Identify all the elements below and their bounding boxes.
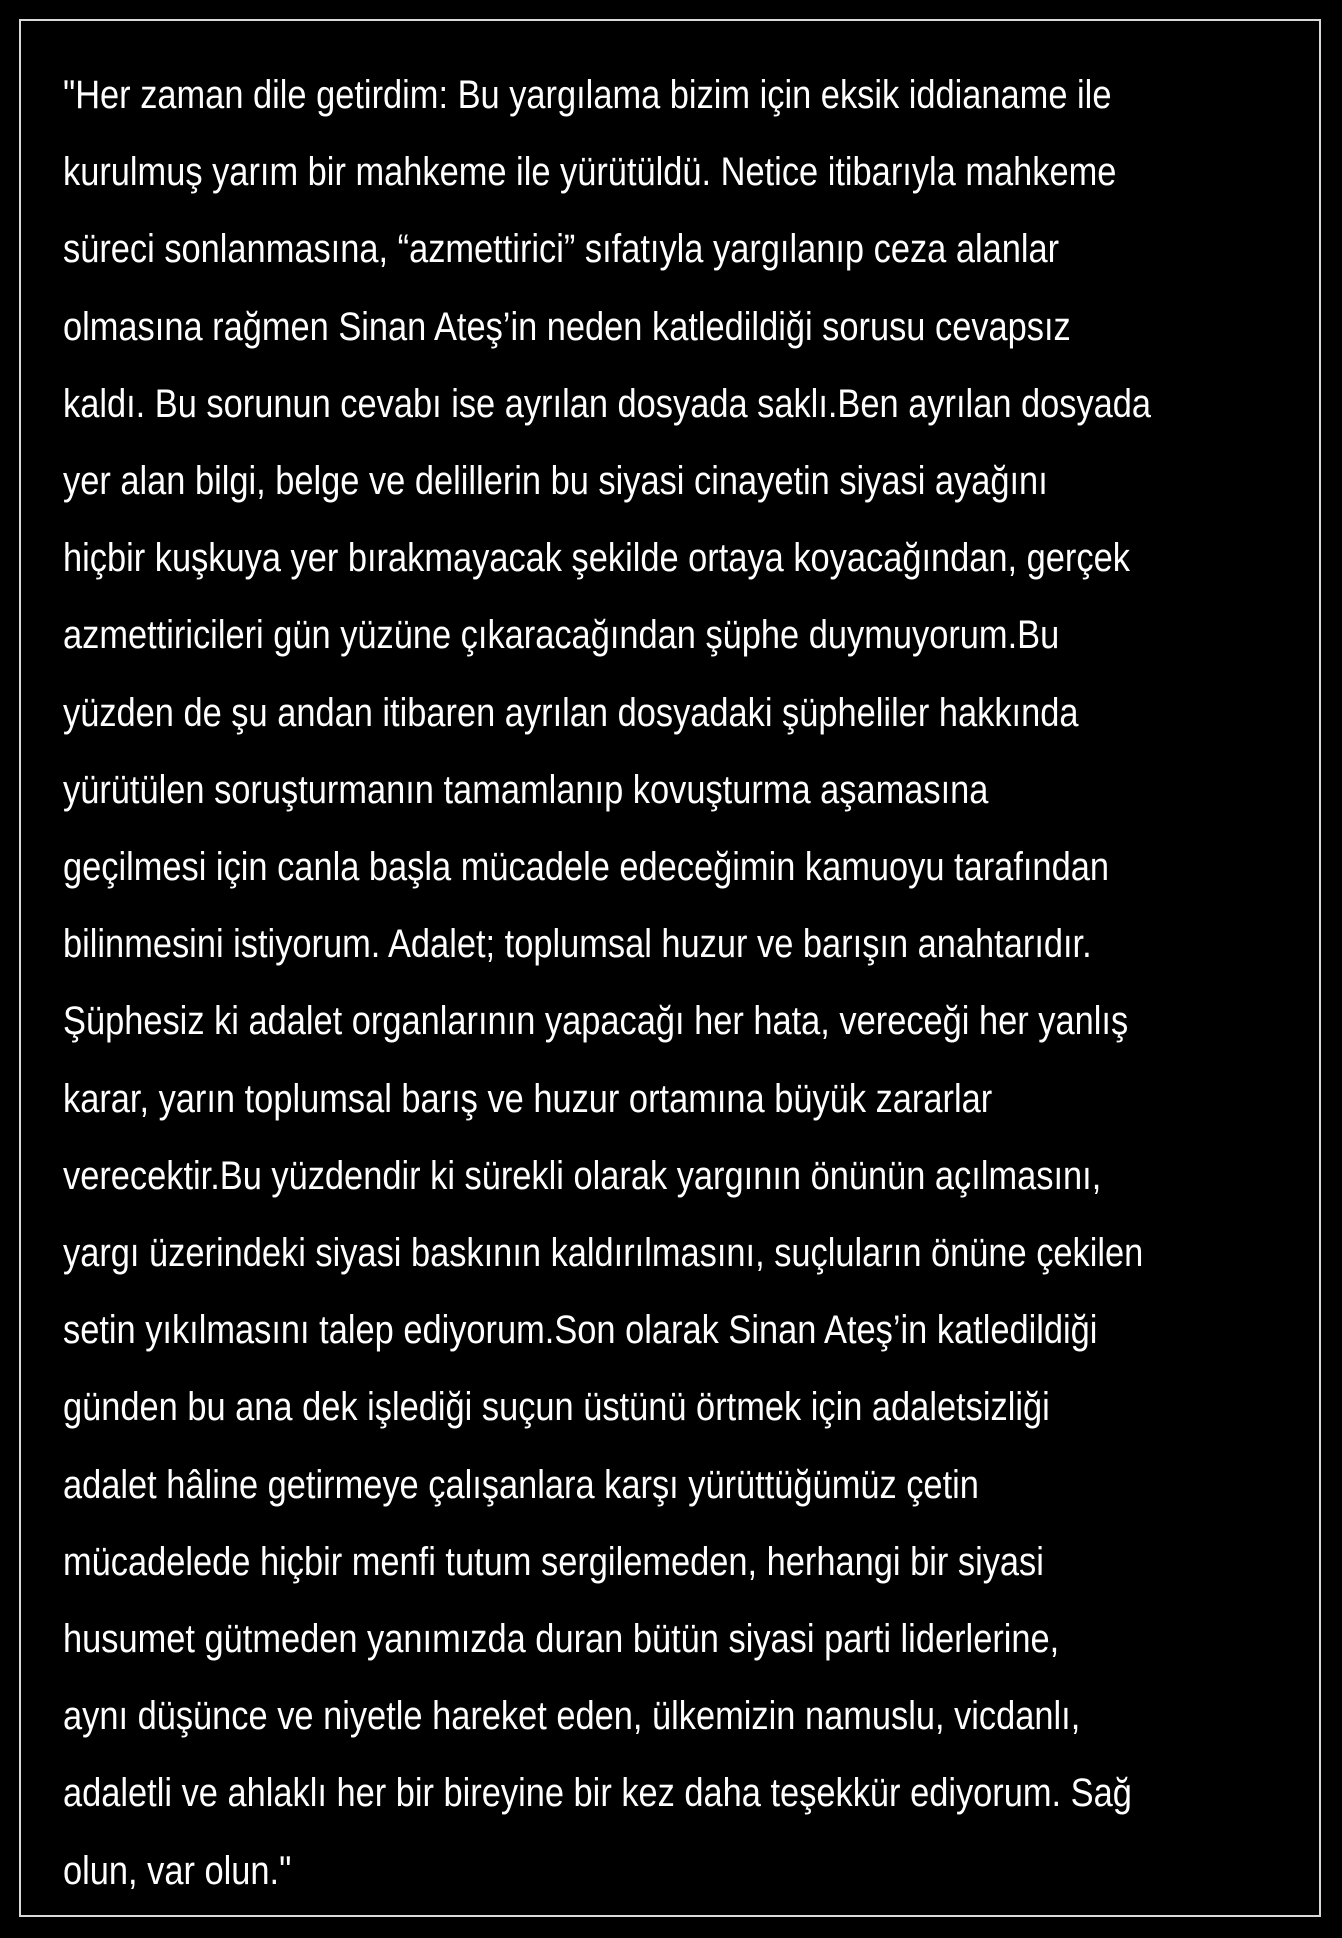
quote-line: geçilmesi için canla başla mücadele edeceğimin kamuoyu tarafından xyxy=(63,845,1109,890)
quote-text xyxy=(63,57,1152,1910)
quote-line: kaldı. Bu sorunun cevabı ise ayrılan dosyada saklı.Ben ayrılan dosyada xyxy=(63,381,1152,426)
quote-line: karar, yarın toplumsal barış ve huzur ortamına büyük zararlar xyxy=(63,1076,993,1121)
quote-line: süreci sonlanmasına, “azmettirici” sıfatıyla yargılanıp ceza alanlar xyxy=(63,227,1060,272)
quote-line: adalet hâline getirmeye çalışanlara karşı yürüttüğümüz çetin xyxy=(63,1462,979,1507)
quote-line: günden bu ana dek işlediği suçun üstünü örtmek için adaletsizliği xyxy=(63,1385,1050,1430)
quote-line: yüzden de şu andan itibaren ayrılan dosyadaki şüpheliler hakkında xyxy=(63,690,1079,735)
quote-line: mücadelede hiçbir menfi tutum sergilemeden, herhangi bir siyasi xyxy=(63,1539,1044,1584)
quote-line: azmettiricileri gün yüzüne çıkaracağından şüphe duymuyorum.Bu xyxy=(63,613,1060,658)
quote-line: husumet gütmeden yanımızda duran bütün siyasi parti liderlerine, xyxy=(63,1617,1060,1662)
quote-line: hiçbir kuşkuya yer bırakmayacak şekilde ortaya koyacağından, gerçek xyxy=(63,536,1130,581)
quote-line: olmasına rağmen Sinan Ateş’in neden katledildiği sorusu cevapsız xyxy=(63,304,1071,349)
quote-line: "Her zaman dile getirdim: Bu yargılama bizim için eksik iddianame ile xyxy=(63,73,1112,117)
quote-line: bilinmesini istiyorum. Adalet; toplumsal huzur ve barışın anahtarıdır. xyxy=(63,922,1092,967)
quote-line: verecektir.Bu yüzdendir ki sürekli olarak yargının önünün açılmasını, xyxy=(63,1153,1102,1198)
quote-line: setin yıkılmasını talep ediyorum.Son olarak Sinan Ateş’in katledildiği xyxy=(63,1308,1098,1353)
quote-line: adaletli ve ahlaklı her bir bireyine bir kez daha teşekkür ediyorum. Sağ xyxy=(63,1771,1132,1816)
quote-line: yer alan bilgi, belge ve delillerin bu siyasi cinayetin siyasi ayağını xyxy=(63,459,1048,504)
quote-line: kurulmuş yarım bir mahkeme ile yürütüldü. Netice itibarıyla mahkeme xyxy=(63,150,1117,195)
quote-line: yürütülen soruşturmanın tamamlanıp kovuşturma aşamasına xyxy=(63,767,989,812)
quote-line: yargı üzerindeki siyasi baskının kaldırılmasını, suçluların önüne çekilen xyxy=(63,1231,1144,1276)
quote-frame xyxy=(19,19,1321,1917)
quote-line: Şüphesiz ki adalet organlarının yapacağı her hata, vereceği her yanlış xyxy=(63,999,1129,1044)
quote-line: aynı düşünce ve niyetle hareket eden, ülkemizin namuslu, vicdanlı, xyxy=(63,1694,1081,1739)
quote-line: olun, var olun." xyxy=(63,1848,292,1893)
